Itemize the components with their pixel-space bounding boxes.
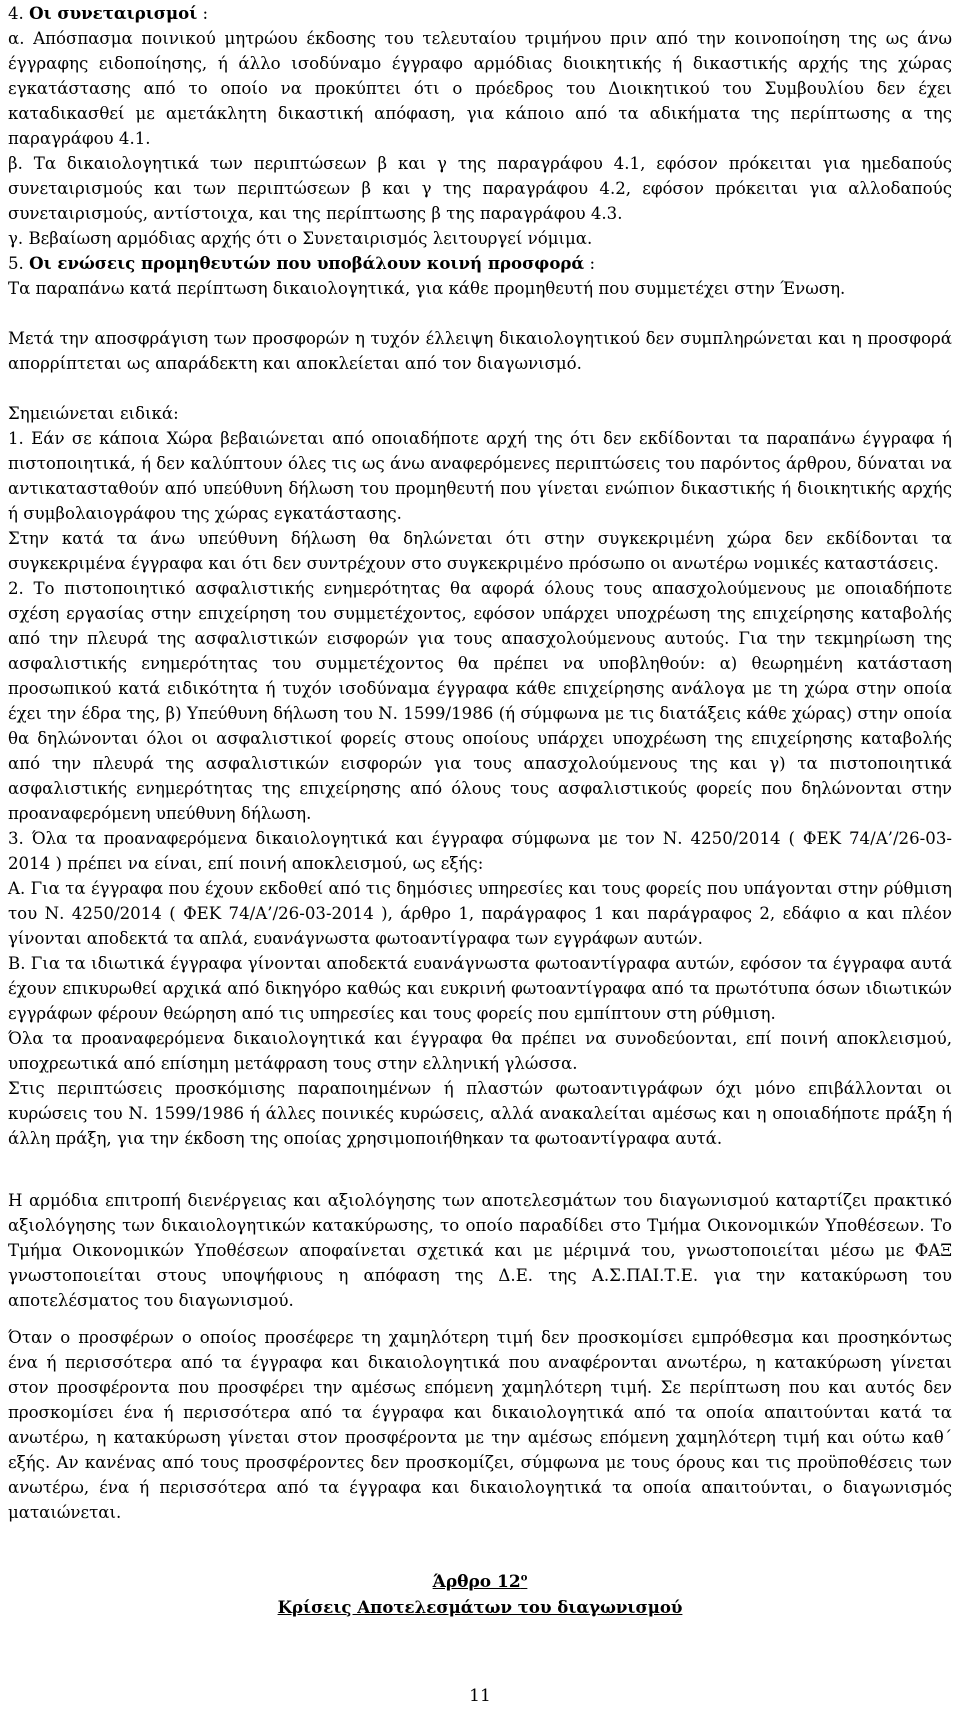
note-3-c: Όλα τα προαναφερόμενα δικαιολογητικά και έγγραφα θα πρέπει να συνοδεύονται, επί ποινή αποκλεισμού, υποχρεωτικά από επίσημη μετάφραση τους στην ελληνική γλώσσα.: [8, 1029, 952, 1073]
note-1: 1. Εάν σε κάποια Χώρα βεβαιώνεται από οποιαδήποτε αρχή της ότι δεν εκδίδονται τα παραπάνω έγγραφα ή πιστοποιητικά, ή δεν καλύπτουν όλες τις ως άνω αναφερόμενες περιπτώσεις του παρόντος άρθρου, δύναται να αντικατασταθούν από υπεύθυνη δήλωση του προμηθευτή που γίνεται ενώπιον δικαστικής ή διοικητικής αρχής ή συμβολαιογράφου της χώρας εγκατάστασης.: [8, 429, 952, 523]
section-5-title: Οι ενώσεις προμηθευτών που υποβάλουν κοινή προσφορά: [29, 253, 585, 273]
section-5-text: Τα παραπάνω κατά περίπτωση δικαιολογητικά, για κάθε προμηθευτή που συμμετέχει στην Ένωση.: [8, 279, 846, 298]
section-4-heading: [8, 1, 952, 26]
notes-title: Σημειώνεται ειδικά:: [8, 404, 179, 423]
section-4-title: Οι συνεταιρισμοί: [29, 3, 198, 23]
note-3-a: Α. Για τα έγγραφα που έχουν εκδοθεί από τις δημόσιες υπηρεσίες και τους φορείς που υπάγονται στην ρύθμιση του Ν. 4250/2014 ( ΦΕΚ 74/Α’/26-03-2014 ), άρθρο 1, παράγραφος 1 και παράγραφος 2, εδάφιο α και πλέον γίνονται αποδεκτά τα απλά, ευανάγνωστα φωτοαντίγραφα των εγγράφων αυτών.: [8, 879, 952, 948]
article-title: Κρίσεις Αποτελεσμάτων του διαγωνισμού: [277, 1597, 683, 1617]
article-superscript: ο: [520, 1572, 528, 1584]
lowest-price-paragraph: Όταν ο προσφέρων ο οποίος προσέφερε τη χαμηλότερη τιμή δεν προσκομίσει εμπρόθεσμα και προσηκόντως ένα ή περισσότερα από τα έγγραφα και δικαιολογητικά που αναφέρονται ανωτέρω, η κατακύρωση γίνεται στον προσφέροντα που προσφέρει την αμέσως επόμενη χαμηλότερη τιμή. Σε περίπτωση που και αυτός δεν προσκομίσει ένα ή περισσότερα από τα έγγραφα και δικαιολογητικά από τα οποία απαιτούνται κατά τα ανωτέρω, η κατακύρωση γίνεται στον προσφέροντα με την αμέσως επόμενη χαμηλότερη τιμή και ούτω καθ΄ εξής. Αν κανένας από τους προσφέροντες δεν προσκομίζει, σύμφωνα με τους όρους και τις προϋποθέσεις των ανωτέρω, ένα ή περισσότερα από τα έγγραφα και δικαιολογητικά τα οποία απαιτούνται, ο διαγωνισμός ματαιώνεται.: [8, 1328, 952, 1522]
section-4-heading-tail: :: [197, 4, 209, 23]
section-5-heading-tail: :: [584, 254, 596, 273]
after-opening-paragraph: Μετά την αποσφράγιση των προσφορών η τυχόν έλλειψη δικαιολογητικού δεν συμπληρώνεται και η προσφορά απορρίπτεται ως απαράδεκτη και αποκλείεται από τον διαγωνισμό.: [8, 329, 952, 373]
section-4-number: 4.: [8, 4, 24, 23]
article-heading: [8, 1570, 952, 1595]
article-label: Άρθρο $12^o$: [432, 1572, 528, 1592]
note-1-continued: Στην κατά τα άνω υπεύθυνη δήλωση θα δηλώνεται ότι στην συγκεκριμένη χώρα δεν εκδίδονται τα συγκεκριμένα έγγραφα και ότι δεν συντρέχουν στο συγκεκριμένο πρόσωπο οι ανωτέρω νομικές καταστάσεις.: [8, 529, 952, 573]
document-body: [8, 1, 952, 1620]
section-4-item-b: β. Τα δικαιολογητικά των περιπτώσεων β και γ της παραγράφου 4.1, εφόσον πρόκειται για ημεδαπούς συνεταιρισμούς και των περιπτώσεων β και γ της παραγράφου 4.2, εφόσον πρόκειται για αλλοδαπούς συνεταιρισμούς, αντίστοιχα, και της περίπτωσης β της παραγράφου 4.3.: [8, 154, 952, 223]
page-number: 11: [469, 1686, 491, 1706]
section-5-number: 5.: [8, 254, 24, 273]
section-4-item-c: γ. Βεβαίωση αρμόδιας αρχής ότι ο Συνεταιρισμός λειτουργεί νόμιμα.: [8, 229, 593, 248]
article-title-line: [8, 1595, 952, 1620]
note-3: 3. Όλα τα προαναφερόμενα δικαιολογητικά και έγγραφα σύμφωνα με τον Ν. 4250/2014 ( ΦΕΚ 74/Α’/26-03-2014 ) πρέπει να είναι, επί ποινή αποκλεισμού, ως εξής:: [8, 829, 952, 873]
section-5-heading: [8, 251, 952, 276]
note-2: 2. Το πιστοποιητικό ασφαλιστικής ενημερότητας θα αφορά όλους τους απασχολούμενους με οποιαδήποτε σχέση εργασίας στην επιχείρηση του συμμετέχοντος, εφόσον υπάρχει υποχρέωση της επιχείρησης καταβολής από την πλευρά της ασφαλιστικών εισφορών για τους απασχολούμενους αυτούς. Για την τεκμηρίωση της ασφαλιστικής ενημερότητας του συμμετέχοντος θα πρέπει να υποβληθούν: α) θεωρημένη κατάσταση προσωπικού κατά ειδικότητα ή τυχόν ισοδύναμα έγγραφα κάθε επιχείρησης ανάλογα με τη χώρα στην οποία έχει την έδρα της, β) Υπεύθυνη δήλωση του Ν. 1599/1986 (ή σύμφωνα με τις διατάξεις κάθε χώρας) στην οποία θα δηλώνονται όλοι οι ασφαλιστικοί φορείς στους οποίους υπάρχει υποχρέωση της επιχείρησης καταβολής από την πλευρά της ασφαλιστικών εισφορών για τους απασχολούμενους της και γ) τα πιστοποιητικά ασφαλιστικής ενημερότητας της επιχείρησης από όλους τους ασφαλιστικούς φορείς που δηλώνονται στην προαναφερόμενη υπεύθυνη δήλωση.: [8, 579, 952, 823]
section-4-item-a: α. Απόσπασμα ποινικού μητρώου έκδοσης του τελευταίου τριμήνου πριν από την κοινοποίηση της ως άνω έγγραφης ειδοποίησης, ή άλλο ισοδύναμο έγγραφο αρμόδιας διοικητικής ή δικαστικής αρχής της χώρας εγκατάστασης από το οποίο να προκύπτει ότι ο πρόεδρος του Διοικητικού του Συμβουλίου δεν έχει καταδικασθεί με αμετάκλητη δικαστική απόφαση, για κάποιο από τα αδικήματα της περίπτωσης α της παραγράφου 4.1.: [8, 29, 952, 148]
note-3-d: Στις περιπτώσεις προσκόμισης παραποιημένων ή πλαστών φωτοαντιγράφων όχι μόνο επιβάλλονται οι κυρώσεις του Ν. 1599/1986 ή άλλες ποινικές κυρώσεις, αλλά ανακαλείται αμέσως και η οποιαδήποτε πράξη ή άλλη πράξη, για την έκδοση της οποίας χρησιμοποιήθηκαν τα φωτοαντίγραφα αυτά.: [8, 1079, 952, 1148]
note-3-b: Β. Για τα ιδιωτικά έγγραφα γίνονται αποδεκτά ευανάγνωστα φωτοαντίγραφα αυτών, εφόσον τα έγγραφα αυτά έχουν επικυρωθεί αρχικά από δικηγόρο καθώς και ευκρινή φωτοαντίγραφα από τα πρωτότυπα όσων ιδιωτικών εγγράφων φέρουν θεώρηση από τις υπηρεσίες και τους φορείς που εμπίπτουν στη ρύθμιση.: [8, 954, 952, 1023]
evaluation-paragraph: Η αρμόδια επιτροπή διενέργειας και αξιολόγησης των αποτελεσμάτων του διαγωνισμού καταρτίζει πρακτικό αξιολόγησης των δικαιολογητικών κατακύρωσης, το οποίο παραδίδει στο Τμήμα Οικονομικών Υποθέσεων. Το Τμήμα Οικονομικών Υποθέσεων αποφαίνεται σχετικά και με μέριμνά του, γνωστοποιείται μέσω με ΦΑΞ γνωστοποιείται στους υποψήφιους η απόφαση της Δ.Ε. της Α.Σ.ΠΑΙ.Τ.Ε. για την κατακύρωση του αποτελέσματος του διαγωνισμού.: [8, 1191, 952, 1310]
